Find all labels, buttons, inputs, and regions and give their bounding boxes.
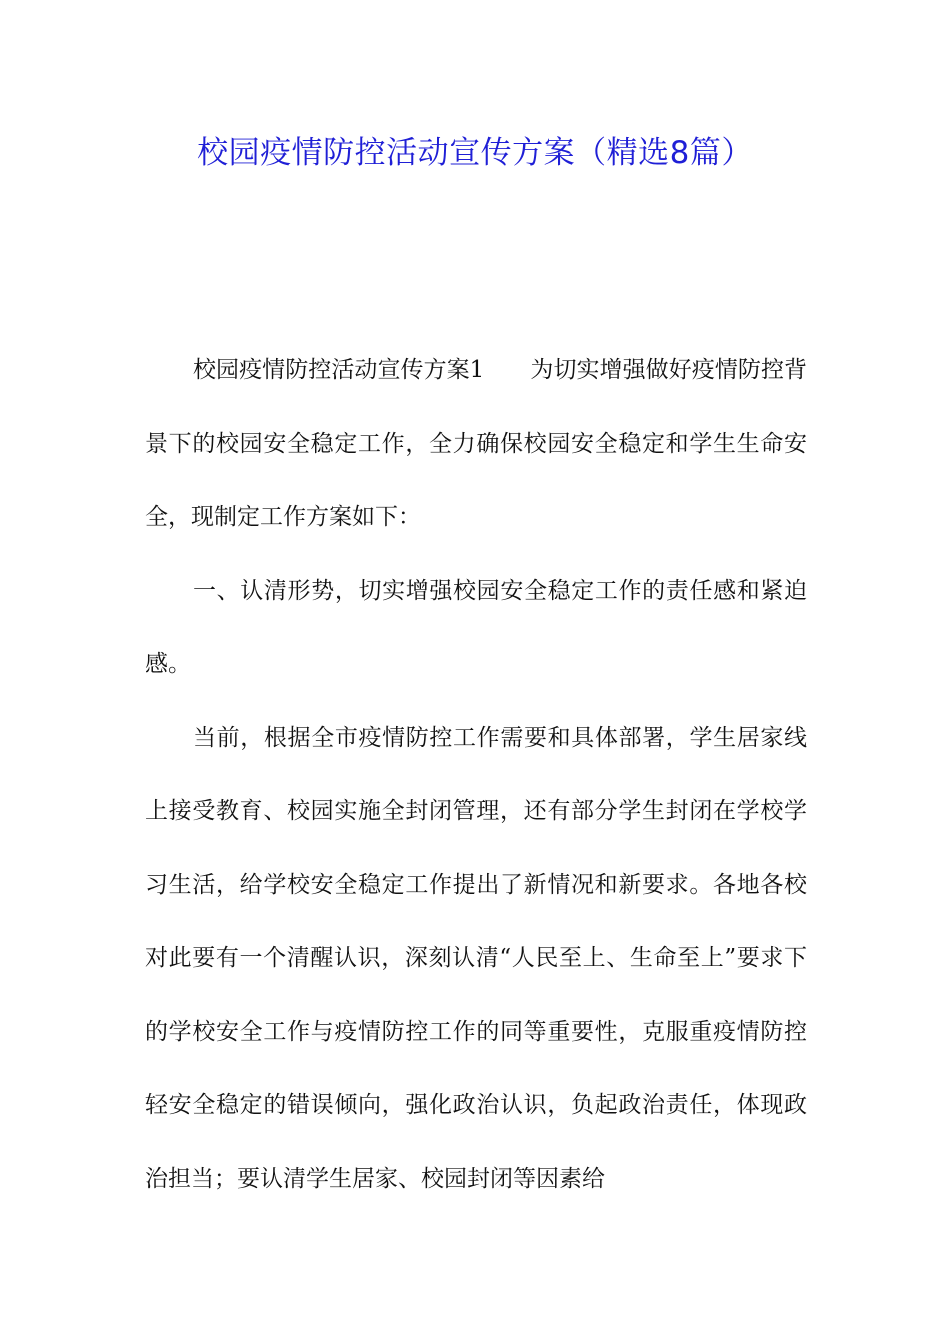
paragraph-1-text: 为切实增强做好疫情防控背景下的校园安全稳定工作，全力确保校园安全稳定和学生生命安全，现制定工作方案如下： xyxy=(145,357,808,530)
paragraph-1 xyxy=(145,334,807,555)
section-heading: 校园疫情防控活动宣传方案1 xyxy=(193,357,485,383)
document-title: 校园疫情防控活动宣传方案（精选8篇） xyxy=(197,135,753,171)
document-body xyxy=(145,334,807,1216)
paragraph-3: 当前，根据全市疫情防控工作需要和具体部署，学生居家线上接受教育、校园实施全封闭管理，还有部分学生封闭在学校学习生活，给学校安全稳定工作提出了新情况和新要求。各地各校对此要有一个清醒认识，深刻认清“人民至上、生命至上”要求下的学校安全工作与疫情防控工作的同等重要性，克服重疫情防控轻安全稳定的错误倾向，强化政治认识，负起政治责任，体现政治担当；要认清学生居家、校园封闭等因素给 xyxy=(145,724,807,1192)
paragraph-2: 一、认清形势，切实增强校园安全稳定工作的责任感和紧迫感。 xyxy=(145,577,807,677)
